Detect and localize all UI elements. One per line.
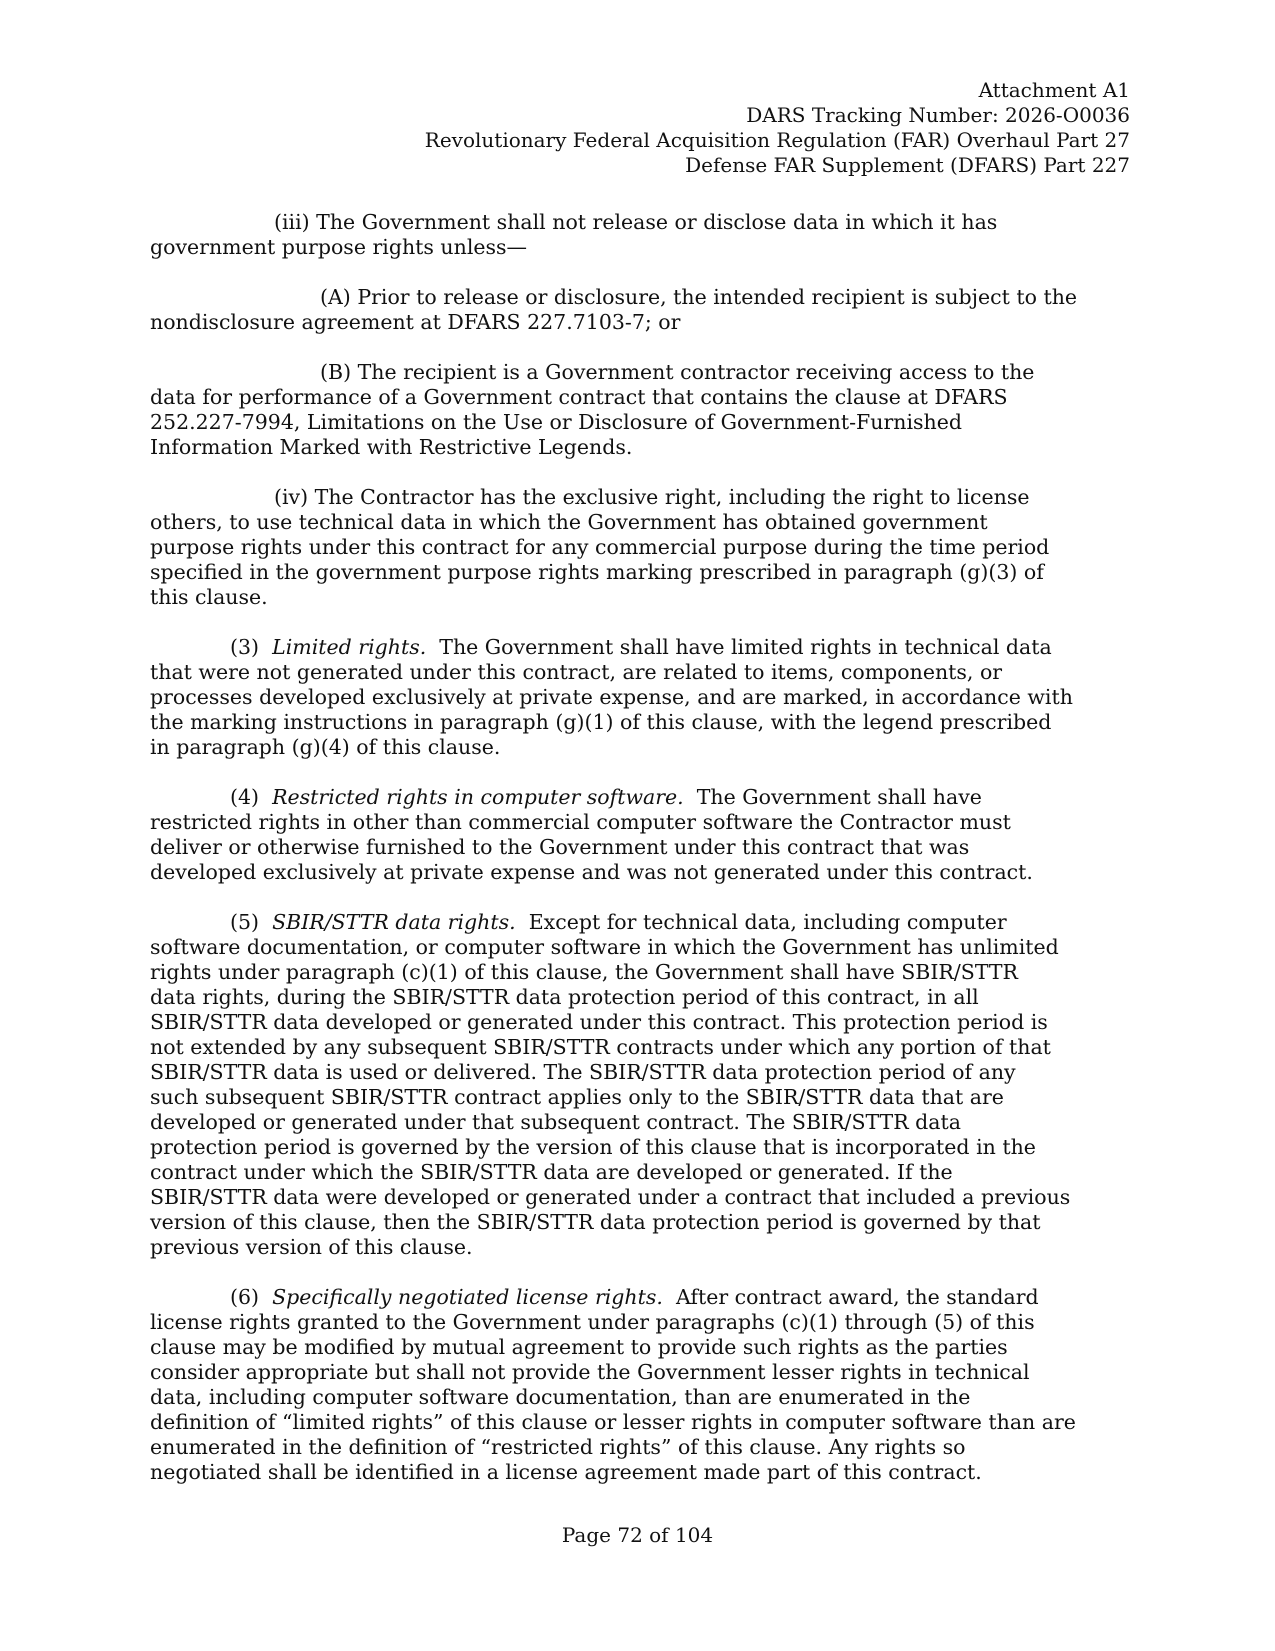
paragraph-line: clause may be modified by mutual agreement to provide such rights as the parties [150,1335,1008,1359]
paragraph-heading: Restricted rights in computer software. [272,785,684,809]
paragraph-first-text: Except for technical data, including computer [528,910,1007,934]
paragraph-4-restricted-rights [150,785,1125,885]
paragraph-line: not extended by any subsequent SBIR/STTR contracts under which any portion of that [150,1035,1051,1059]
paragraph-line: that were not generated under this contract, are related to items, components, or [150,660,1003,684]
paragraph-line: deliver or otherwise furnished to the Government under this contract that was [150,835,970,859]
paragraph-line: government purpose rights unless— [150,235,528,259]
paragraph-line: Information Marked with Restrictive Legends. [150,435,633,459]
paragraph-line: SBIR/STTR data developed or generated under this contract. This protection period is [150,1010,1048,1034]
paragraph-line: enumerated in the definition of “restricted rights” of this clause. Any rights so [150,1435,966,1459]
paragraph-heading: Specifically negotiated license rights. [272,1285,663,1309]
paragraph-first-line [150,1285,1125,1310]
paragraph-line: consider appropriate but shall not provide the Government lesser rights in technical [150,1360,1030,1384]
paragraph-line: developed exclusively at private expense and was not generated under this contract. [150,860,1033,884]
paragraph-line: software documentation, or computer software in which the Government has unlimited [150,935,1059,959]
paragraph-3-limited-rights [150,635,1125,760]
page-header [230,78,1130,178]
paragraph-line: previous version of this clause. [150,1235,473,1259]
paragraph-line: definition of “limited rights” of this clause or lesser rights in computer software than are [150,1410,1076,1434]
paragraph-B [150,360,1125,460]
paragraph-line: purpose rights under this contract for any commercial purpose during the time period [150,535,1050,559]
paragraph-number: (5) [230,910,260,934]
paragraph-line: license rights granted to the Government under paragraphs (c)(1) through (5) of this [150,1310,1035,1334]
paragraph-line: data for performance of a Government contract that contains the clause at DFARS [150,385,1008,409]
paragraph-number: (4) [230,785,260,809]
paragraph-line: specified in the government purpose rights marking prescribed in paragraph (g)(3) of [150,560,1044,584]
paragraph-first-line [150,635,1125,660]
document-body [150,210,1125,1485]
paragraph-6-negotiated-rights [150,1285,1125,1485]
paragraph-iv [150,485,1125,610]
paragraph-number: (3) [230,635,260,659]
paragraph-line: such subsequent SBIR/STTR contract applies only to the SBIR/STTR data that are [150,1085,1004,1109]
paragraph-line: nondisclosure agreement at DFARS 227.7103-7; or [150,310,681,334]
paragraph-number: (6) [230,1285,260,1309]
paragraph-line: processes developed exclusively at private expense, and are marked, in accordance with [150,685,1073,709]
paragraph-A [150,285,1125,335]
paragraph-heading: Limited rights. [272,635,427,659]
paragraph-line: rights under paragraph (c)(1) of this clause, the Government shall have SBIR/STTR [150,960,1018,984]
paragraph-line: SBIR/STTR data were developed or generated under a contract that included a previous [150,1185,1071,1209]
paragraph-line: (iv) The Contractor has the exclusive right, including the right to license [274,485,1030,509]
paragraph-first-text: After contract award, the standard [675,1285,1039,1309]
paragraph-5-sbir-sttr [150,910,1125,1260]
paragraph-iii [150,210,1125,260]
paragraph-line: 252.227-7994, Limitations on the Use or Disclosure of Government-Furnished [150,410,963,434]
paragraph-line: (A) Prior to release or disclosure, the intended recipient is subject to the [320,285,1078,309]
paragraph-line: others, to use technical data in which the Government has obtained government [150,510,988,534]
paragraph-line: data rights, during the SBIR/STTR data protection period of this contract, in all [150,985,979,1009]
page-number: Page 72 of 104 [561,1523,714,1547]
paragraph-line: SBIR/STTR data is used or delivered. The SBIR/STTR data protection period of any [150,1060,1016,1084]
paragraph-first-line [150,910,1125,935]
paragraph-line: version of this clause, then the SBIR/STTR data protection period is governed by that [150,1210,1041,1234]
paragraph-line: (B) The recipient is a Government contractor receiving access to the [320,360,1035,384]
header-far-overhaul: Revolutionary Federal Acquisition Regulation (FAR) Overhaul Part 27 [424,128,1130,152]
paragraph-line: in paragraph (g)(4) of this clause. [150,735,501,759]
paragraph-heading: SBIR/STTR data rights. [272,910,516,934]
header-dfars-part: Defense FAR Supplement (DFARS) Part 227 [685,153,1130,177]
paragraph-first-text: The Government shall have [696,785,982,809]
paragraph-line: restricted rights in other than commercial computer software the Contractor must [150,810,1011,834]
header-attachment: Attachment A1 [978,78,1130,102]
paragraph-line: (iii) The Government shall not release or disclose data in which it has [274,210,998,234]
header-tracking-number: DARS Tracking Number: 2026-O0036 [746,103,1130,127]
paragraph-line: developed or generated under that subsequent contract. The SBIR/STTR data [150,1110,961,1134]
paragraph-line: protection period is governed by the version of this clause that is incorporated in the [150,1135,1036,1159]
paragraph-line: this clause. [150,585,268,609]
paragraph-line: data, including computer software documentation, than are enumerated in the [150,1385,971,1409]
paragraph-line: the marking instructions in paragraph (g)(1) of this clause, with the legend prescribed [150,710,1052,734]
paragraph-first-text: The Government shall have limited rights in technical data [439,635,1052,659]
paragraph-line: negotiated shall be identified in a license agreement made part of this contract. [150,1460,982,1484]
page-footer [0,1523,1275,1548]
paragraph-first-line [150,785,1125,810]
paragraph-line: contract under which the SBIR/STTR data are developed or generated. If the [150,1160,953,1184]
